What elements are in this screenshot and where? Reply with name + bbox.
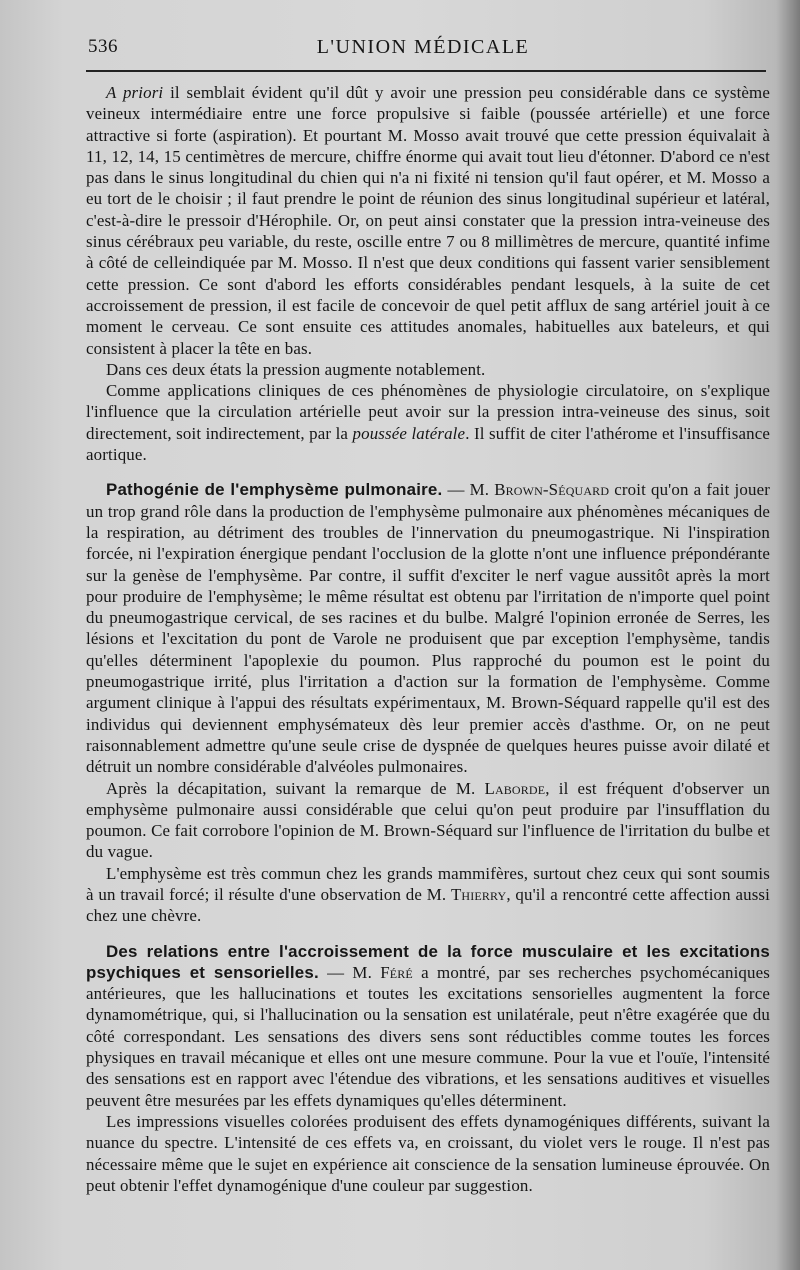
running-title: L'UNION MÉDICALE (316, 36, 530, 58)
page-header (88, 34, 758, 64)
paragraph-text: Après la décapitation, suivant la remarque de M. (106, 778, 485, 798)
paragraph-text: il semblait évident qu'il dût y avoir une pression peu considérable dans ce système veineux intermédiaire entre une force propulsive si faible (poussée artérielle) et une force attractive si forte (aspiration). Et pourtant M. Mosso avait trouvé que cette pression équivalait à 11, 12, 14, 15 centimètres de mercure, chiffre énorme qui avait tout lieu d'étonner. D'abord ce n'est pas dans le sinus longitudinal du chien qui n'a ni fixité ni tension qu'il faut opérer, et M. Mosso a eu tort de le choisir ; il faut prendre le point de réunion des sinus longitudinal supérieur et latéral, c'est-à-dire le pressoir d'Hérophile. Or, on peut ainsi constater que la pression intra-veineuse des sinus cérébraux peu variable, du reste, oscille entre 7 ou 8 millimètres de mercure, quantité infime à côté de celleindiquée par M. Mosso. Il n'est que deux conditions qui fassent varier sensiblement cette pression. Ce sont d'abord les efforts considérables pendant lesquels, à la suite de cet accroissement de pression, il est facile de concevoir de quel petit afflux de sang artériel jouit à ce moment le cerveau. Ce sont ensuite ces attitudes anomales, habituelles aux bateleurs, et qui consistent à placer la tête en bas. (86, 83, 770, 358)
header-rule (86, 70, 766, 72)
page-number: 536 (88, 36, 118, 57)
heading-dash: — M. (442, 480, 495, 500)
paragraph-text: , il est fréquent d'observer un emphysème pulmonaire aussi considérable que celui qu'on peut produire par l'insufflation du poumon. Ce fait corrobore l'opinion de M. Brown-Séquard sur l'influence de l'irritation du bulbe et du vague. (86, 778, 770, 862)
paragraph-clinical (86, 380, 770, 465)
paragraph-mammals (86, 863, 770, 927)
paragraph-pressure (86, 82, 770, 359)
paragraph-states: Dans ces deux états la pression augmente notablement. (106, 359, 486, 379)
author-brown-sequard: Brown-Séquard (494, 480, 610, 500)
paragraph-text: croit qu'on a fait jouer un trop grand rôle dans la production de l'emphysème pulmonaire aux phénomènes mécaniques de la respiration, au détriment des troubles de l'innervation du pneumogastrique. Ni l'inspiration forcée, ni l'expiration énergique pendant l'occlusion de la glotte n'ont une influence prépondérante sur la genèse de l'emphysème. Par contre, il suffit d'exciter le nerf vague aussitôt après la mort pour produire de l'emphysème; le même résultat est obtenu par l'irritation de n'importe quel point du pneumogastrique cervical, de ses racines et du bulbe. Malgré l'opinion erronée de Serres, les lésions et l'excitation du pont de Varole ne produisent que par exception l'emphysème, tandis qu'elles déterminent l'apoplexie du poumon. Plus rapproché du poumon est le point du pneumogastrique irrité, plus l'irritation a d'action sur la formation de l'emphysème. Comme argument clinique à l'appui des résultats expérimentaux, M. Brown-Séquard rappelle qu'il est des individus qui deviennent emphysémateux dès leur premier accès d'asthme. Or, on ne peut raisonnablement admettre qu'une seule crise de dyspnée de quelques heures puisse avoir dilaté et détruit un nombre considérable d'alvéoles pulmonaires. (86, 480, 770, 777)
paragraph-text: Comme applications cliniques de ces phénomènes de physiologie circulatoire, on s'explique l'influence que la circulation artérielle peut avoir sur la pression intra-veineuse des sinus, soit directement, soit indirectement, par la (86, 381, 770, 443)
paragraph-text: , qu'il a rencontré cette affection aussi chez une chèvre. (86, 884, 770, 926)
section-heading-muscle-force: Des relations entre l'accroissement de la force musculaire et les excitations psychiques et sensorielles. (86, 941, 770, 982)
section-muscle-force (86, 941, 770, 1111)
lateral-push-italic: poussée latérale (352, 423, 466, 443)
paragraph-decapitation (86, 778, 770, 863)
a-priori-italic: A priori (106, 83, 164, 102)
section-emphysema (86, 479, 770, 777)
heading-dash: — M. (318, 962, 381, 982)
section-heading-emphysema: Pathogénie de l'emphysème pulmonaire. (106, 480, 443, 500)
paragraph-text: . Il suffit de citer l'athérome et l'insuffisance aortique. (86, 423, 771, 465)
author-fere: Féré (380, 962, 413, 982)
paragraph-text: a montré, par ses recherches psychomécaniques antérieures, que les hallucinations et toutes les excitations sensorielles augmentent la force dynamométrique, qui, si l'hallucination ou la sensation est unilatérale, peut n'être exagérée que du côté correspondant. Les sensations des divers sens sont réductibles comme toutes les forces physiques en travail mécanique et elles ont une mesure commune. Pour la vue et l'ouïe, l'intensité des sensations est en rapport avec l'étendue des vibrations, et les sensations auditives et visuelles peuvent être mesurées par les effets dynamiques qu'elles déterminent. (86, 962, 770, 1110)
article-body (86, 82, 770, 1196)
author-laborde: Laborde (484, 778, 546, 798)
paragraph-text: L'emphysème est très commun chez les grands mammifères, surtout chez ceux qui sont soumis à un travail forcé; il résulte d'une observation de M. (86, 863, 770, 904)
author-thierry: Thierry (450, 884, 507, 904)
paragraph-colored-impressions: Les impressions visuelles colorées produisent des effets dynamogéniques différents, suivant la nuance du spectre. L'intensité de ces effets va, en croissant, du violet vers le rouge. Il n'est pas nécessaire même que le sujet en expérience ait conscience de la sensation lumineuse éprouvée. On peut obtenir l'effet dynamogénique d'une couleur par suggestion. (86, 1111, 770, 1195)
